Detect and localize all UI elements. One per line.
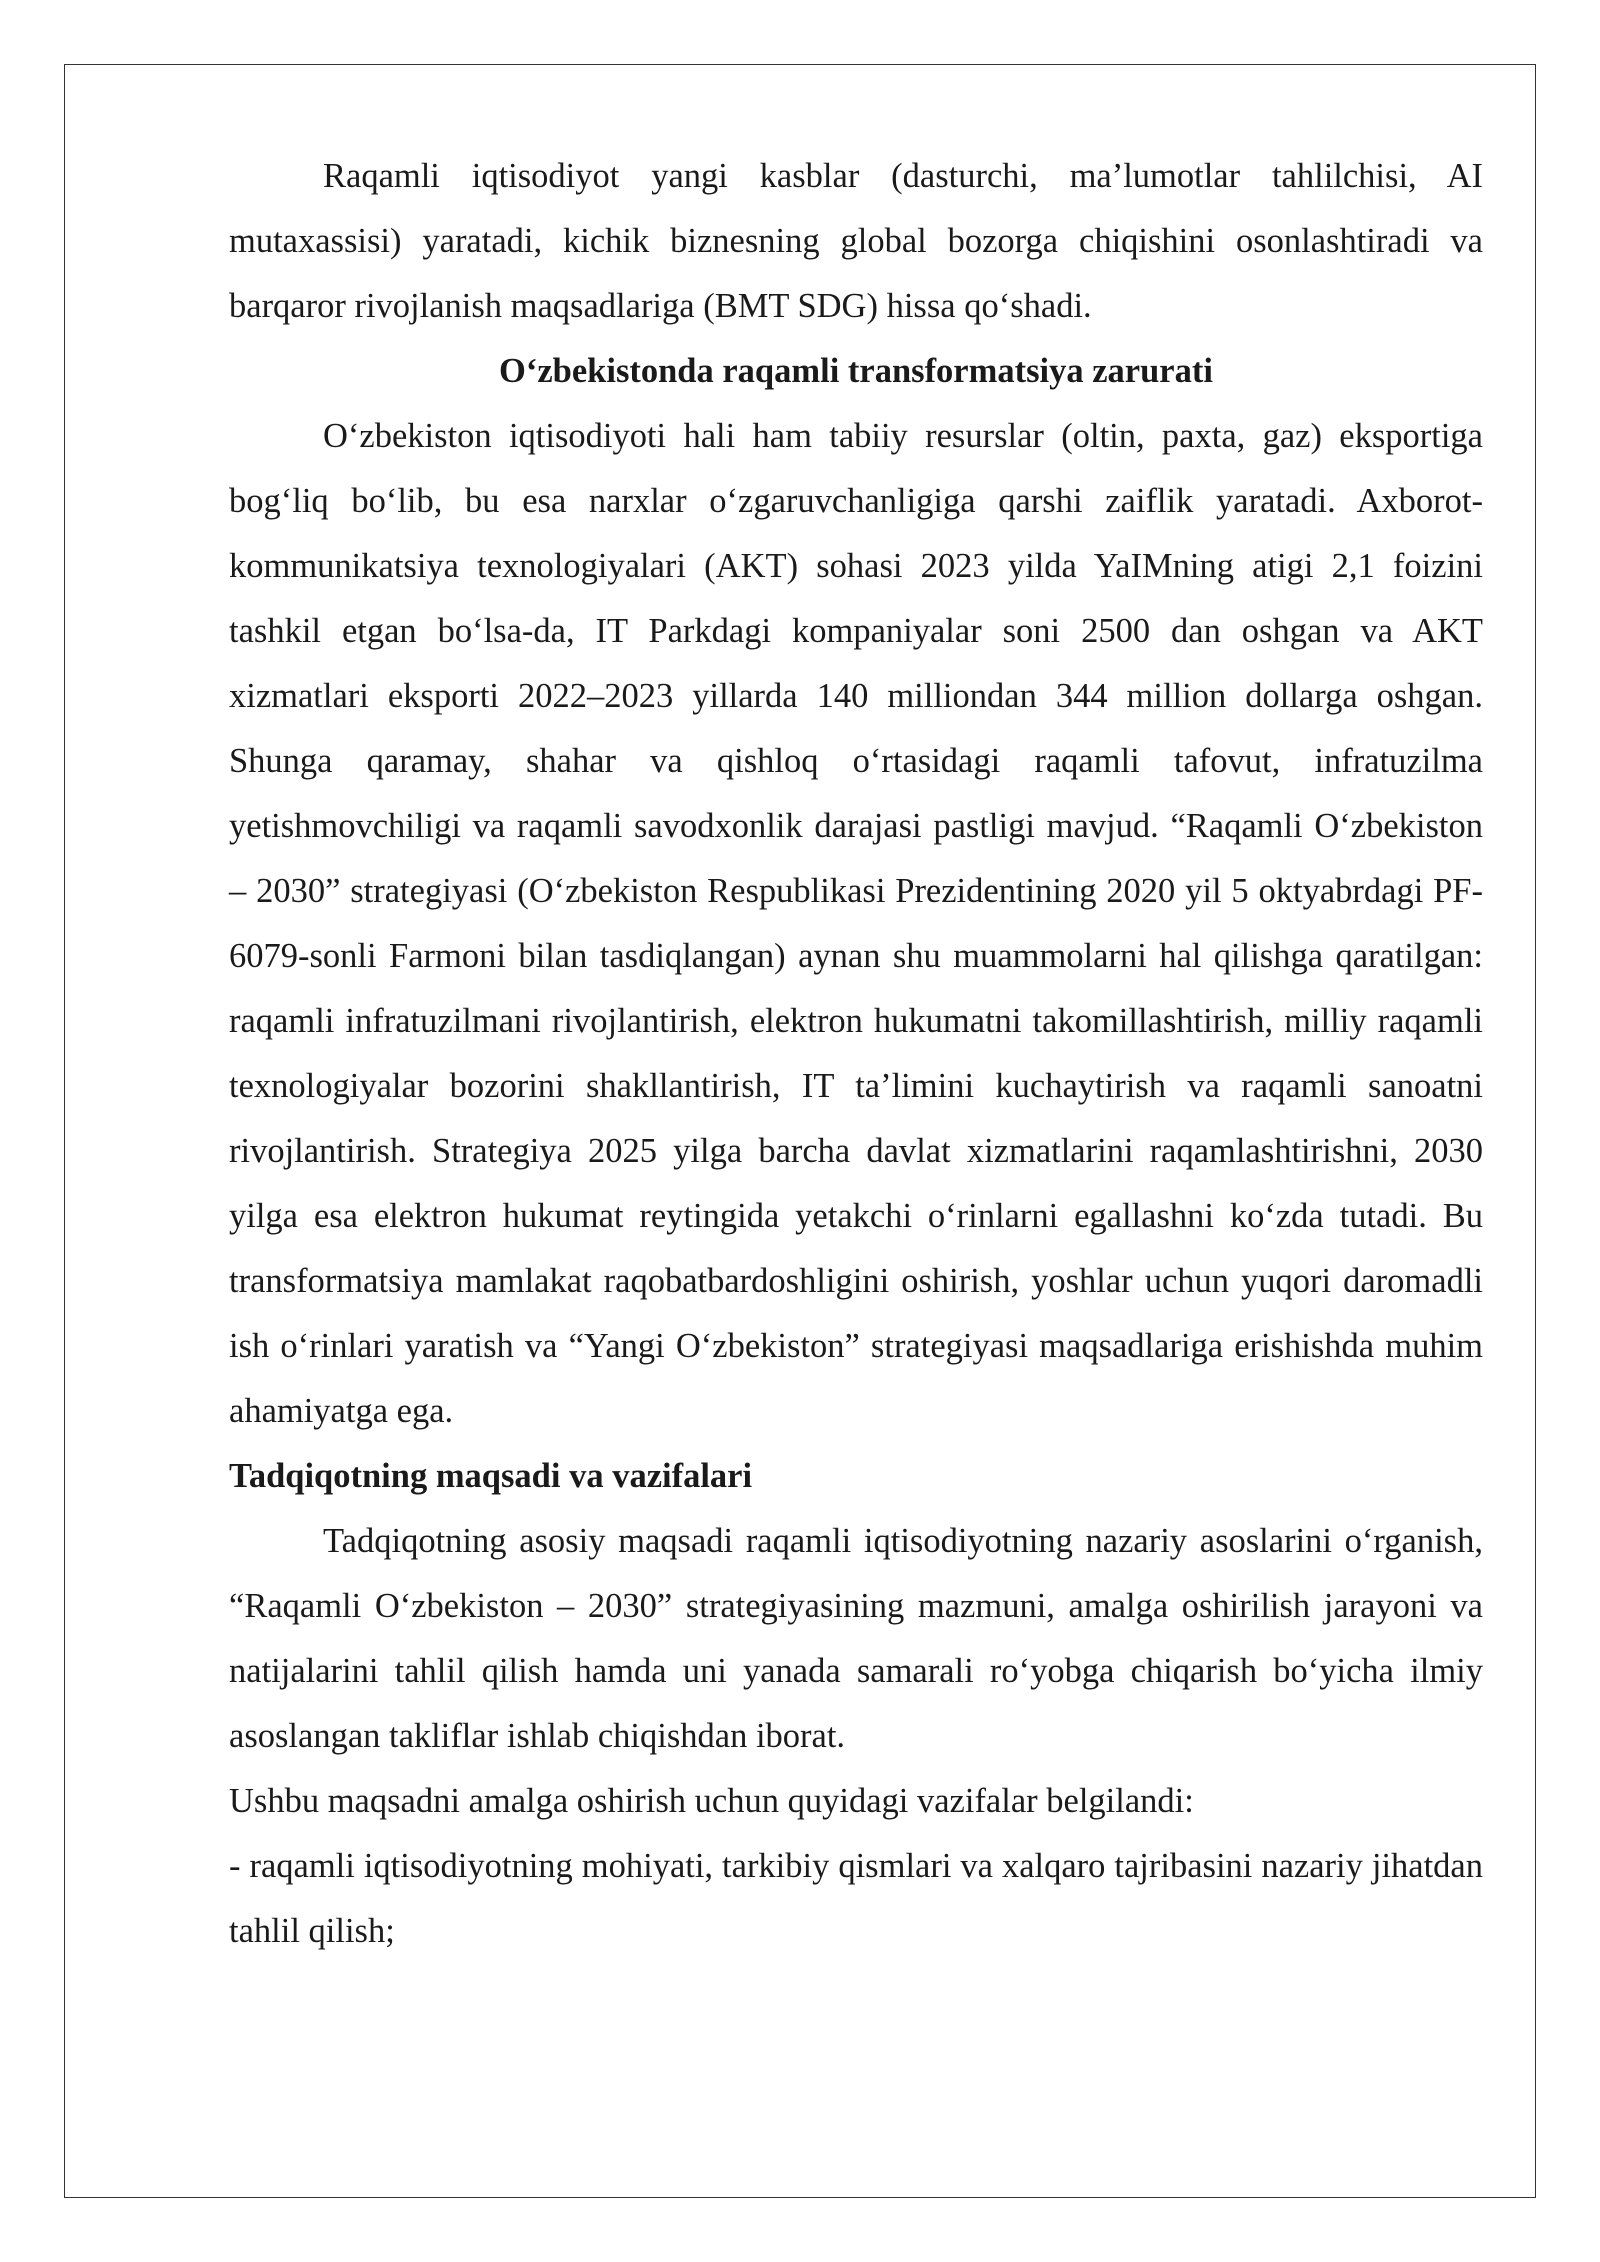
heading-research-goals: Tadqiqotning maqsadi va vazifalari: [229, 1457, 753, 1495]
heading-transformation-necessity: O‘zbekistonda raqamli transformatsiya zarurati: [499, 352, 1213, 390]
list-item-task-1: - raqamli iqtisodiyotning mohiyati, tarkibiy qismlari va xalqaro tajribasini nazariy jihatdan tahlil qilish;: [229, 1847, 1483, 1950]
paragraph-digital-economy-benefits: Raqamli iqtisodiyot yangi kasblar (dasturchi, ma’lumotlar tahlilchisi, AI mutaxassisi) yaratadi, kichik biznesning global bozorga chiqishini osonlashtiradi va barqaror rivojlanish maqsadlariga (BMT SDG) hissa qo‘shadi.: [229, 157, 1483, 325]
paragraph-research-goal: Tadqiqotning asosiy maqsadi raqamli iqtisodiyotning nazariy asoslarini o‘rganish, “Raqamli O‘zbekiston – 2030” strategiyasining mazmuni, amalga oshirilish jarayoni va natijalarini tahlil qilish hamda uni yanada samarali ro‘yobga chiqarish bo‘yicha ilmiy asoslangan takliflar ishlab chiqishdan iborat.: [229, 1522, 1483, 1755]
document-body: [229, 144, 1483, 1964]
paragraph-uzbekistan-economy: O‘zbekiston iqtisodiyoti hali ham tabiiy resurslar (oltin, paxta, gaz) eksportiga bog‘liq bo‘lib, bu esa narxlar o‘zgaruvchanligiga qarshi zaiflik yaratadi. Axborot-kommunikatsiya texnologiyalari (AKT) sohasi 2023 yilda YaIMning atigi 2,1 foizini tashkil etgan bo‘lsa-da, IT Parkdagi kompaniyalar soni 2500 dan oshgan va AKT xizmatlari eksporti 2022–2023 yillarda 140 milliondan 344 million dollarga oshgan. Shunga qaramay, shahar va qishloq o‘rtasidagi raqamli tafovut, infratuzilma yetishmovchiligi va raqamli savodxonlik darajasi pastligi mavjud. “Raqamli O‘zbekiston – 2030” strategiyasi (O‘zbekiston Respublikasi Prezidentining 2020 yil 5 oktyabrdagi PF-6079-sonli Farmoni bilan tasdiqlangan) aynan shu muammolarni hal qilishga qaratilgan: raqamli infratuzilmani rivojlantirish, elektron hukumatni takomillashtirish, milliy raqamli texnologiyalar bozorini shakllantirish, IT ta’limini kuchaytirish va raqamli sanoatni rivojlantirish. Strategiya 2025 yilga barcha davlat xizmatlarini raqamlashtirishni, 2030 yilga esa elektron hukumat reytingida yetakchi o‘rinlarni egallashni ko‘zda tutadi. Bu transformatsiya mamlakat raqobatbardoshligini oshirish, yoshlar uchun yuqori daromadli ish o‘rinlari yaratish va “Yangi O‘zbekiston” strategiyasi maqsadlariga erishishda muhim ahamiyatga ega.: [229, 417, 1483, 1430]
paragraph-tasks-intro: Ushbu maqsadni amalga oshirish uchun quyidagi vazifalar belgilandi:: [229, 1782, 1194, 1820]
